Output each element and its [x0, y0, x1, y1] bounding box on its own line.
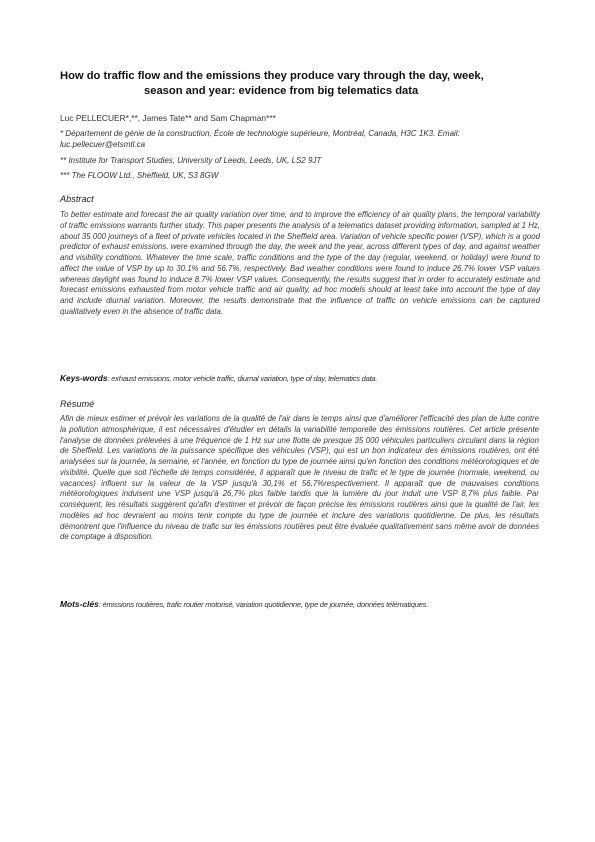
keywords-list: : exhaust emissions, motor vehicle traffic, diurnal variation, type of day, telematics data. [107, 374, 378, 383]
abstract-heading: Abstract [60, 194, 94, 204]
keywords-label: Keys-words [60, 373, 108, 383]
abstract-text: To better estimate and forecast the air quality variation over time, and to improve the efficiency of air quality plans, the temporal variability of traffic emissions warrants further study. This paper presents the analysis of a telematics dataset providing information, sampled at 1 Hz, about 35 000 journeys of a fleet of private vehicles located in the Sheffield area. Variation of vehicle specific power (VSP), which is a good predictor of exhaust emissions, were examined through the day, the week and the year, across different types of day, and against weather and visibility conditions. Whatever the time scale, traffic conditions and the type of the day (regular, weekend, or holiday) were found to affect the value of VSP by up to 30.1% and 56.7%, respectively. Bad weather conditions were found to induce 26.7% lower VSP values whereas daylight was found to induce 8.7% lower VSP values. Consequently, the results suggest that in order to accurately estimate and forecast emissions exhausted from motor vehicle traffic and air quality, ad hoc models should at least take into account the type of day and include diurnal variation. Moreover, the results demonstrate that the influence of traffic on vehicle emissions can be captured qualitatively even in the absence of traffic data. [60, 210, 540, 316]
paper-title-line-1: How do traffic flow and the emissions they produce vary through the day, week, [60, 70, 484, 82]
affiliation-1: * Département de génie de la construction, École de technologie supérieure, Montréal, Canada, H3C 1K3. Email: luc.pellecuer@etsmtl.ca [60, 129, 460, 149]
resume-text: Afin de mieux estimer et prévoir les variations de la qualité de l'air dans le temps ainsi que d'améliorer l'efficacité des plan de lutte contre la pollution atmosphérique, il est nécessaires d'étudier en détails la variabilité temporelle des émissions routières. Cet article présente l'analyse de données prélevées à une fréquence de 1 Hz sur une flotte de presque 35 000 véhicules particuliers circulant dans la région de Sheffield. Les variations de la puissance spécifique des véhicules (VSP), qui est un bon indicateur des émissions routières, ont été analysées sur la journée, la semaine, et l'année, en fonction du type de journée ainsi qu'en fonction des conditions météorologiques et de visibilité. Quelle que soit l'échelle de temps considérée, il apparaît que le niveau de trafic et le type de journée (normale, weekend, ou vacances) influent sur la valeur de la VSP jusqu'à 30,1% et 56,7%respectivement. Il apparaît que de mauvaises conditions météorologiques induisent une VSP jusqu'à 26,7% plus faible tandis que la lumière du jour induit une VSP 8,7% plus faible. Par conséquent, les résultats suggèrent qu'afin d'estimer et prévoir de façon précise les émissions routières ainsi que la qualité de l'air, les modèles ad hoc devraient au moins tenir compte du type de journée et inclure des variations quotidienne. De plus, les résultats démontrent que l'influence du niveau de trafic sur les émissions routières peut être évaluée qualitativement sans même avoir de données de comptage à disposition. [60, 414, 539, 542]
mots-cles-label: Mots-clés [60, 599, 99, 609]
resume-heading: Résumé [60, 399, 95, 409]
paper-title [60, 69, 530, 99]
keywords-french [60, 599, 540, 610]
authors-line: Luc PELLECUER*,**, James Tate** and Sam Chapman*** [60, 113, 276, 123]
mots-cles-list: : émissions routières, trafic routier motorisé, variation quotidienne, type de journée, données télématiques. [98, 600, 429, 609]
paper-title-line-2: season and year: evidence from big telematics data [144, 85, 419, 97]
keywords-english [60, 373, 540, 384]
affiliation-2: ** Institute for Transport Studies, University of Leeds, Leeds, UK, LS2 9JT [60, 156, 322, 165]
affiliation-3: *** The FLOOW Ltd., Sheffield, UK, S3 8GW [60, 171, 219, 180]
